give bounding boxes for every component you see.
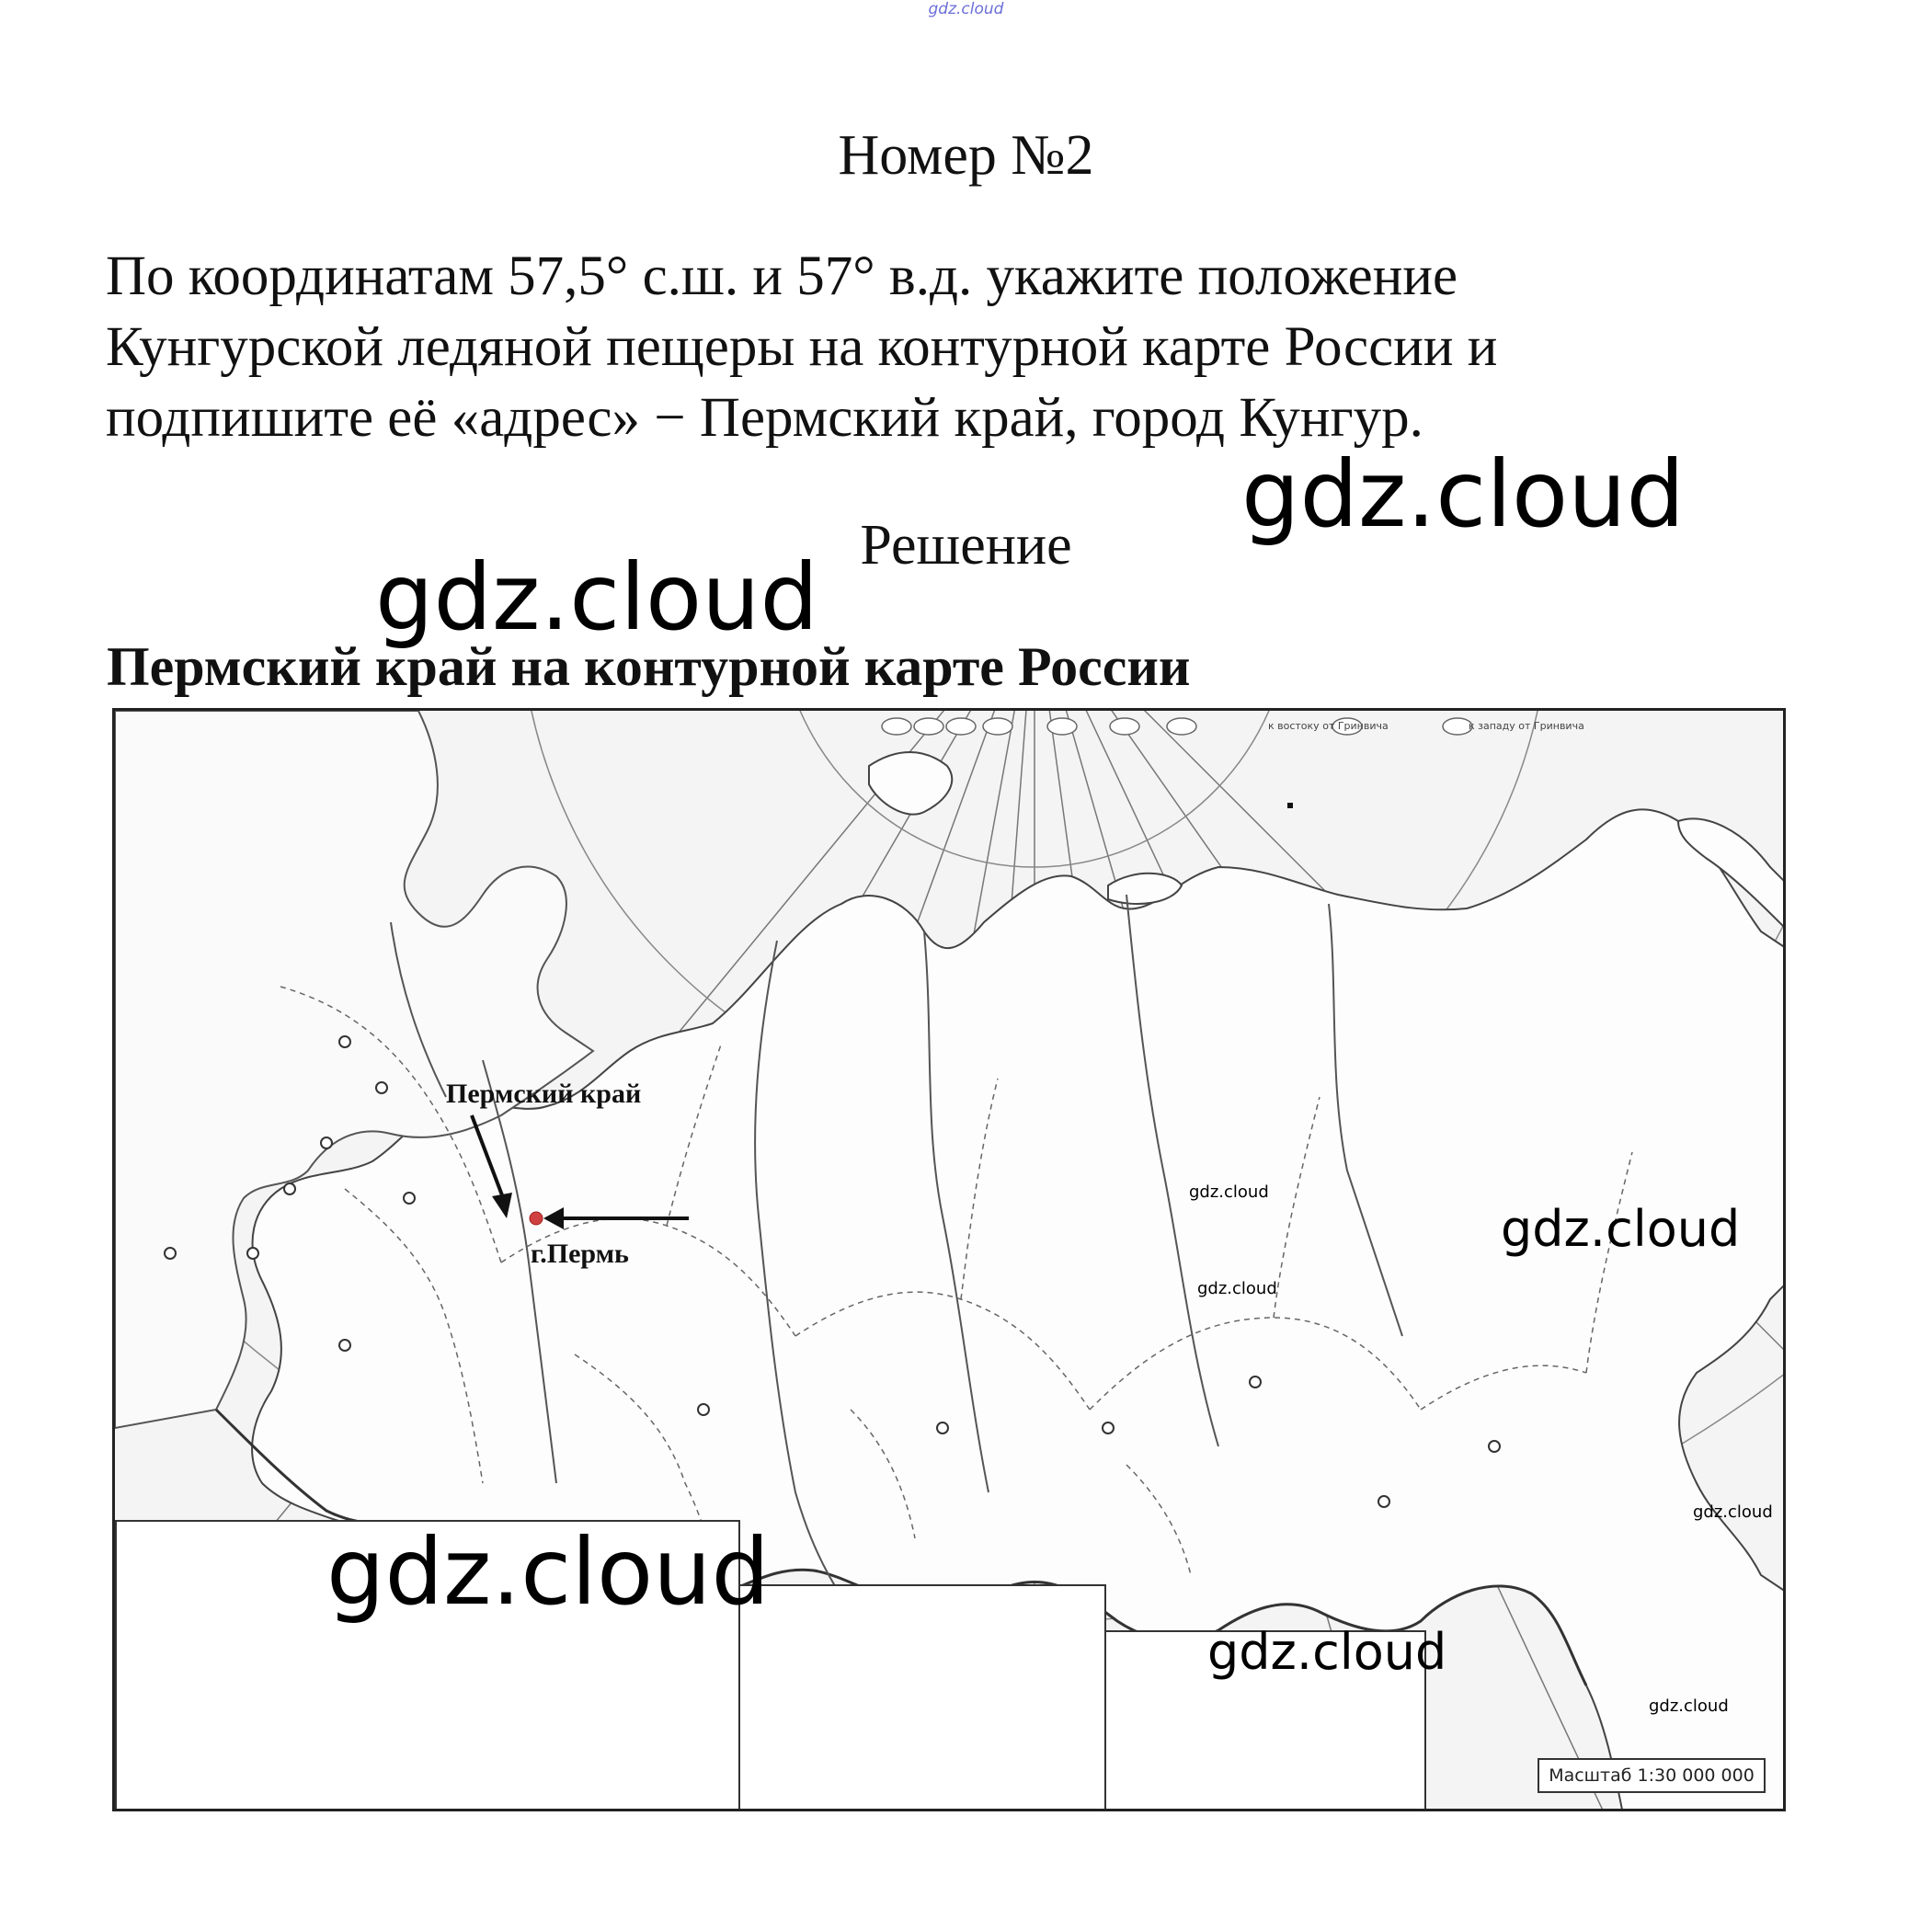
watermark-text: gdz.cloud [1649, 1696, 1729, 1716]
solution-label: Решение [860, 514, 1072, 577]
watermark-text: gdz.cloud [1241, 440, 1686, 548]
watermark-text: gdz.cloud [1501, 1200, 1741, 1258]
task-text [106, 241, 1853, 453]
russia-contour-map [112, 708, 1786, 1811]
page-title: Номер №2 [838, 124, 1094, 187]
task-line-1: По координатам 57,5° с.ш. и 57° в.д. укажите положение [106, 246, 1458, 307]
meridian-note-west: к западу от Гринвича [1469, 720, 1584, 732]
watermark-text: gdz.cloud [1197, 1279, 1277, 1298]
meridian-note-east: к востоку от Гринвича [1268, 720, 1389, 732]
section-heading: Пермский край на контурной карте России [107, 636, 1191, 697]
task-line-3: подпишите её «адрес» − Пермский край, город Кунгур. [106, 387, 1423, 449]
map-inset-middle [738, 1584, 1106, 1811]
map-label-perm-city: г.Пермь [531, 1239, 629, 1269]
top-watermark: gdz.cloud [928, 0, 1004, 18]
perm-city-marker [530, 1212, 543, 1225]
watermark-text: gdz.cloud [1693, 1502, 1773, 1522]
watermark-text: gdz.cloud [1189, 1182, 1269, 1202]
map-scale: Масштаб 1:30 000 000 [1538, 1758, 1766, 1793]
task-line-2: Кунгурской ледяной пещеры на контурной карте России и [106, 316, 1498, 378]
watermark-text: gdz.cloud [1207, 1623, 1447, 1681]
watermark-text: gdz.cloud [375, 543, 819, 651]
map-label-perm-krai: Пермский край [446, 1079, 642, 1109]
watermark-text: gdz.cloud [326, 1518, 771, 1626]
